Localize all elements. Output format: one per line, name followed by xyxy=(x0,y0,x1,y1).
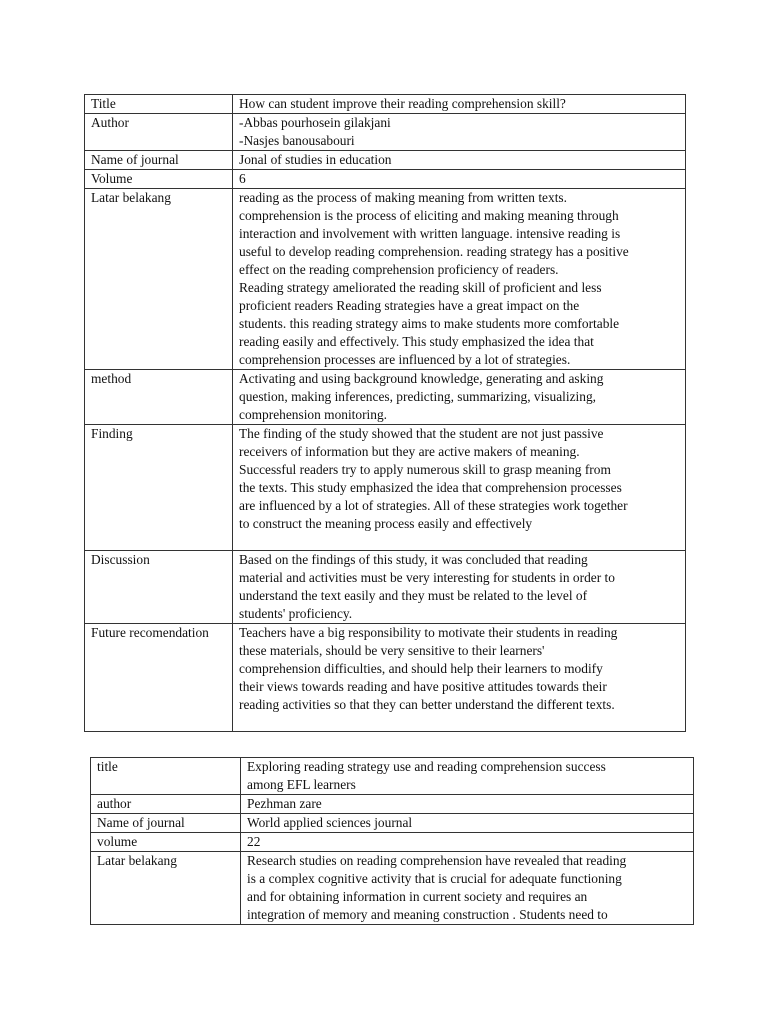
row-label: author xyxy=(91,795,241,814)
content-line: Reading strategy ameliorated the reading skill of proficient and less xyxy=(239,280,602,295)
table-row-discussion xyxy=(85,551,686,624)
content-line: material and activities must be very interesting for students in order to xyxy=(239,570,615,585)
summary-table-1-body xyxy=(85,95,686,732)
content-line: useful to develop reading comprehension. reading strategy has a positive xyxy=(239,244,629,259)
table-row-volume xyxy=(85,170,686,189)
row-label: Title xyxy=(85,95,233,114)
row-content xyxy=(241,852,694,925)
content-line: students' proficiency. xyxy=(239,606,353,621)
row-content xyxy=(233,551,686,624)
content-line: integration of memory and meaning construction . Students need to xyxy=(247,907,608,922)
table-row-name-of-journal xyxy=(91,814,694,833)
content-line: these materials, should be very sensitive to their learners' xyxy=(239,643,545,658)
content-line: receivers of information but they are active makers of meaning. xyxy=(239,444,580,459)
content-line: Activating and using background knowledge, generating and asking xyxy=(239,371,604,386)
content-line: comprehension difficulties, and should help their learners to modify xyxy=(239,661,603,676)
row-content xyxy=(233,95,686,114)
content-line: reading activities so that they can better understand the different texts. xyxy=(239,697,615,712)
content-line: comprehension is the process of eliciting and making meaning through xyxy=(239,208,619,223)
row-content xyxy=(233,425,686,551)
content-line: Jonal of studies in education xyxy=(239,152,392,167)
content-line: comprehension processes are influenced by a lot of strategies. xyxy=(239,352,571,367)
content-line: How can student improve their reading comprehension skill? xyxy=(239,96,566,111)
table-row-latar-belakang xyxy=(91,852,694,925)
row-label: Name of journal xyxy=(91,814,241,833)
content-line: among EFL learners xyxy=(247,777,356,792)
row-label: method xyxy=(85,370,233,425)
content-line: are influenced by a lot of strategies. All of these strategies work together xyxy=(239,498,628,513)
content-line: reading as the process of making meaning from written texts. xyxy=(239,190,567,205)
content-line: the texts. This study emphasized the idea that comprehension processes xyxy=(239,480,622,495)
row-label: Author xyxy=(85,114,233,151)
table-row-volume xyxy=(91,833,694,852)
table-row-author xyxy=(85,114,686,151)
content-line: 6 xyxy=(239,171,246,186)
content-line: question, making inferences, predicting, summarizing, visualizing, xyxy=(239,389,596,404)
row-label: Future recomendation xyxy=(85,624,233,732)
content-line: to construct the meaning process easily and effectively xyxy=(239,516,533,531)
content-line: Research studies on reading comprehension have revealed that reading xyxy=(247,853,627,868)
row-content xyxy=(233,151,686,170)
content-line: 22 xyxy=(247,834,261,849)
table-row-latar-belakang xyxy=(85,189,686,370)
table-row-title xyxy=(85,95,686,114)
content-line: is a complex cognitive activity that is crucial for adequate functioning xyxy=(247,871,622,886)
content-line: Based on the findings of this study, it was concluded that reading xyxy=(239,552,588,567)
row-label: Finding xyxy=(85,425,233,551)
content-line: and for obtaining information in current society and requires an xyxy=(247,889,588,904)
content-line: understand the text easily and they must be related to the level of xyxy=(239,588,588,603)
row-label: Discussion xyxy=(85,551,233,624)
table-row-future-recomendation xyxy=(85,624,686,732)
table-row-title xyxy=(91,758,694,795)
content-line: comprehension monitoring. xyxy=(239,407,388,422)
row-content xyxy=(241,814,694,833)
content-line: -Nasjes banousabouri xyxy=(239,133,355,148)
summary-table-1 xyxy=(84,94,686,732)
row-content xyxy=(241,833,694,852)
content-line: interaction and involvement with written language. intensive reading is xyxy=(239,226,621,241)
table-row-name-of-journal xyxy=(85,151,686,170)
row-content xyxy=(233,624,686,732)
table-row-method xyxy=(85,370,686,425)
content-line: proficient readers Reading strategies have a great impact on the xyxy=(239,298,580,313)
row-label: Volume xyxy=(85,170,233,189)
row-content xyxy=(233,114,686,151)
summary-table-2 xyxy=(90,757,694,925)
content-line: Exploring reading strategy use and reading comprehension success xyxy=(247,759,606,774)
row-content xyxy=(233,189,686,370)
row-label: Latar belakang xyxy=(91,852,241,925)
table-row-finding xyxy=(85,425,686,551)
content-line: The finding of the study showed that the student are not just passive xyxy=(239,426,604,441)
content-line: reading easily and effectively. This study emphasized the idea that xyxy=(239,334,594,349)
content-line: World applied sciences journal xyxy=(247,815,413,830)
row-content xyxy=(233,370,686,425)
row-content xyxy=(233,170,686,189)
content-line: Successful readers try to apply numerous skill to grasp meaning from xyxy=(239,462,611,477)
row-label: title xyxy=(91,758,241,795)
content-line: students. this reading strategy aims to make students more comfortable xyxy=(239,316,620,331)
row-content xyxy=(241,795,694,814)
content-line: -Abbas pourhosein gilakjani xyxy=(239,115,391,130)
summary-table-2-body xyxy=(91,758,694,925)
row-label: Latar belakang xyxy=(85,189,233,370)
table-row-author xyxy=(91,795,694,814)
row-content xyxy=(241,758,694,795)
row-label: Name of journal xyxy=(85,151,233,170)
content-line: Teachers have a big responsibility to motivate their students in reading xyxy=(239,625,618,640)
row-label: volume xyxy=(91,833,241,852)
content-line: effect on the reading comprehension proficiency of readers. xyxy=(239,262,559,277)
content-line: Pezhman zare xyxy=(247,796,322,811)
content-line: their views towards reading and have positive attitudes towards their xyxy=(239,679,607,694)
